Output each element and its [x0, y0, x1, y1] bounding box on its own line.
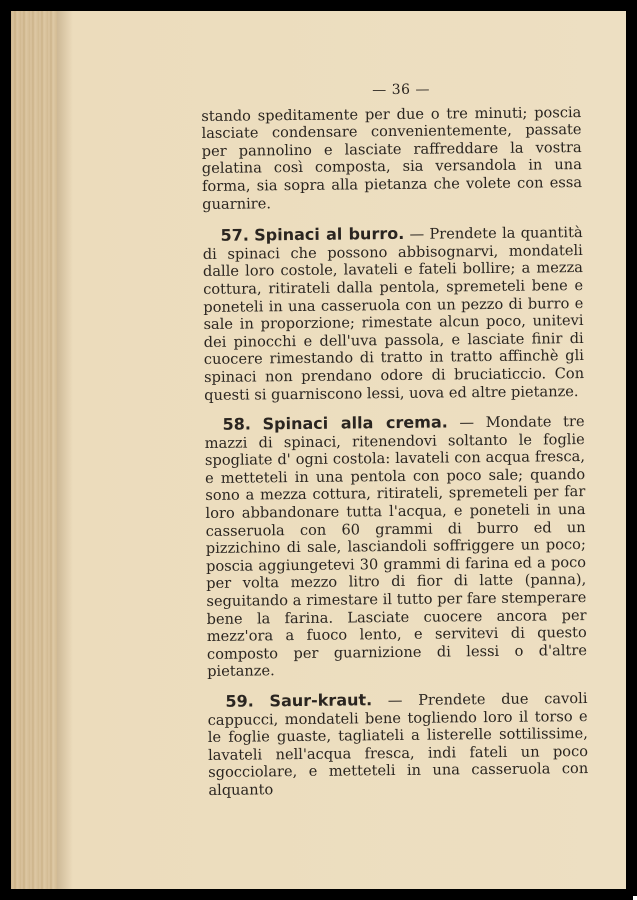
recipe-59-number: 59. [225, 691, 254, 711]
page-number: — 36 — [372, 81, 431, 99]
recipe-59 [207, 689, 588, 800]
recipe-58-number: 58. [222, 414, 252, 434]
intro-paragraph [201, 104, 582, 214]
recipe-59-text: — Prendete due cavoli cappucci, mondateli bene togliendo loro il torso e le foglie guaste, tagliateli a listerelle sottilissime, lavateli nell'acqua fresca, indi fateli un poco sgocciolare, e metteteli in una casseruola con alquanto [207, 689, 589, 799]
scanned-page [11, 11, 626, 889]
page-text-block [201, 80, 589, 812]
recipe-58-text: — Mondate tre mazzi di spinaci, ritenendovi soltanto le foglie spogliate d' ogni costola: lavateli con acqua fresca, e metteteli in una pentola con poco sale; quando sono a mezza cottura, ritirateli, spremeteli per far loro abbandonare tutta l'acqua, e poneteli in una casseruola con 60 grammi di burro ed un pizzichino di sale, lasciandoli soffriggere un poco; poscia aggiungetevi 30 grammi di farina ed a poco per volta mezzo litro di fior di latte (panna), seguitando a rimestare il tutto per fare stemperare bene la farina. Lasciate cuocere ancora per mezz'ora a fuoco lento, e servitevi di questo composto per guarnizione di lessi o d'altre pietanze. [204, 413, 588, 681]
recipe-59-title: Saur-kraut. [269, 690, 373, 711]
recipe-57 [202, 223, 584, 404]
recipe-57-number: 57. [220, 225, 250, 245]
gutter-shadow [57, 11, 73, 889]
recipe-58-title: Spinaci alla crema. [262, 412, 448, 434]
intro-text: stando speditamente per due o tre minuti; poscia lasciate condensare convenientemente, passate per pannolino e lasciate raffreddare la vostra gelatina così composta, sia versandola in una forma, sia sopra alla pietanza che volete con essa guarnire. [201, 103, 583, 213]
recipe-58 [204, 412, 587, 681]
book-gutter [11, 11, 57, 889]
scan-corner [633, 896, 637, 900]
recipe-57-title: Spinaci al burro. [254, 224, 405, 245]
recipe-57-text: — Prendete la quantità di spinaci che possono abbisognarvi, mondateli dalle loro costole, lavateli e fateli bollire; a mezza cottura, ritirateli dalla pentola, spremeteli bene e poneteli in una casseruola con un pezzo di burro e sale in proporzione; rimestate alcun poco, unitevi dei pinocchi e dell'uva passola, e lasciate finir di cuocere rimestando di tratto in tratto affinchè gli spinaci non prendano odore di bruciaticcio. Con questi si guarniscono lessi, uova ed altre pietanze. [202, 224, 585, 404]
